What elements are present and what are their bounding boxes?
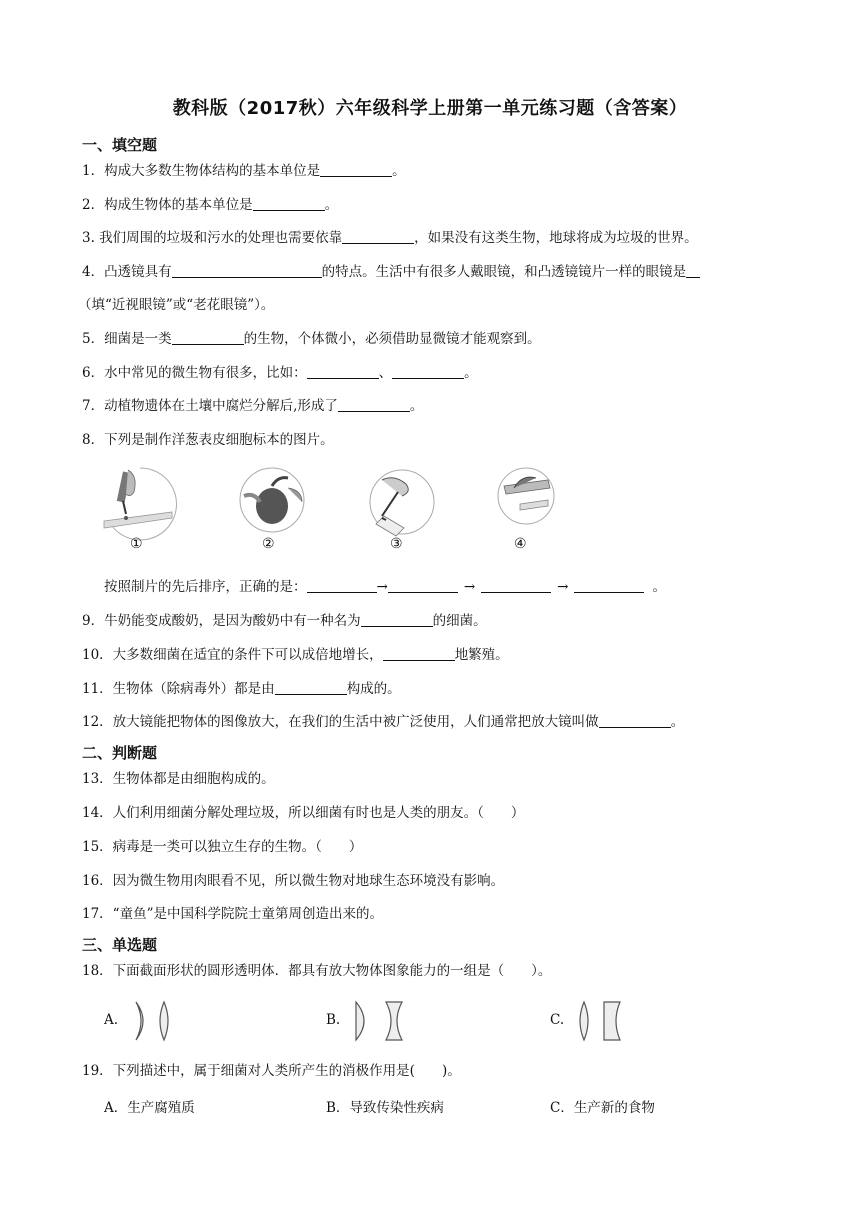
- question-17: 17．“童鱼”是中国科学院院士童第周创造出来的。: [82, 906, 383, 922]
- figure-step-4: [490, 466, 570, 556]
- figure-step-3: [362, 466, 442, 556]
- answer-blank[interactable]: [275, 680, 347, 695]
- figure-label: ①: [130, 536, 143, 552]
- answer-blank[interactable]: [388, 578, 458, 593]
- answer-blank[interactable]: [342, 229, 414, 244]
- answer-blank[interactable]: [338, 397, 410, 412]
- section-heading-fill-blank: 一、填空题: [82, 136, 158, 154]
- question-6: 6．水中常见的微生物有很多，比如： 、 。: [82, 365, 478, 381]
- answer-blank[interactable]: [361, 612, 433, 627]
- figure-step-2: [232, 466, 312, 556]
- section-heading-true-false: 二、判断题: [82, 744, 158, 762]
- option-c[interactable]: C．生产新的食物: [550, 1100, 655, 1116]
- option-c-label[interactable]: C.: [550, 1012, 565, 1028]
- option-a[interactable]: A．生产腐殖质: [104, 1100, 195, 1116]
- question-16: 16．因为微生物用肉眼看不见，所以微生物对地球生态环境没有影响。: [82, 873, 505, 889]
- question-14: 14．人们利用细菌分解处理垃圾，所以细菌有时也是人类的朋友。（ ）: [82, 805, 525, 821]
- question-5: 5．细菌是一类 的生物，个体微小，必须借助显微镜才能观察到。: [82, 331, 541, 347]
- option-a-label[interactable]: A.: [104, 1012, 119, 1028]
- option-c-lens-icon: [574, 1000, 634, 1042]
- question-8-order: 按照制片的先后排序，正确的是： → → → 。: [104, 579, 666, 595]
- option-b-lens-icon: [350, 1000, 410, 1042]
- figure-step-1: [102, 466, 180, 556]
- question-1: 1．构成大多数生物体结构的基本单位是 。: [82, 163, 406, 179]
- answer-blank[interactable]: [253, 196, 325, 211]
- option-a-lens-icon: [128, 1000, 178, 1042]
- question-19: 19．下列描述中，属于细菌对人类所产生的消极作用是( )。: [82, 1063, 461, 1079]
- figure-label: ②: [262, 536, 275, 552]
- answer-blank[interactable]: [686, 263, 700, 278]
- option-b[interactable]: B．导致传染性疾病: [326, 1100, 444, 1116]
- question-8: 8．下列是制作洋葱表皮细胞标本的图片。: [82, 432, 334, 448]
- question-4: 4．凸透镜具有 的特点。生活中有很多人戴眼镜，和凸透镜镜片一样的眼镜是: [82, 263, 700, 281]
- question-12: 12．放大镜能把物体的图像放大，在我们的生活中被广泛使用，人们通常把放大镜叫做 。: [82, 714, 685, 730]
- figure-label: ④: [514, 536, 527, 552]
- answer-blank[interactable]: [320, 162, 392, 177]
- answer-blank[interactable]: [392, 364, 464, 379]
- question-10: 10．大多数细菌在适宜的条件下可以成倍地增长， 地繁殖。: [82, 647, 509, 663]
- question-11: 11．生物体（除病毒外）都是由 构成的。: [82, 681, 401, 697]
- option-b-label[interactable]: B.: [326, 1012, 341, 1028]
- answer-blank[interactable]: [307, 364, 379, 379]
- question-9: 9．牛奶能变成酸奶，是因为酸奶中有一种名为 的细菌。: [82, 613, 487, 629]
- answer-blank[interactable]: [307, 578, 377, 593]
- answer-blank[interactable]: [172, 263, 322, 278]
- answer-blank[interactable]: [172, 330, 244, 345]
- figure-label: ③: [390, 536, 403, 552]
- page-title: 教科版（2017秋）六年级科学上册第一单元练习题（含答案）: [172, 98, 688, 119]
- question-3: 3. 我们周围的垃圾和污水的处理也需要依靠 ，如果没有这类生物，地球将成为垃圾的世界。: [82, 230, 698, 246]
- question-13: 13．生物体都是由细胞构成的。: [82, 771, 275, 787]
- question-2: 2．构成生物体的基本单位是 。: [82, 197, 339, 213]
- answer-blank[interactable]: [481, 578, 551, 593]
- answer-blank[interactable]: [599, 713, 671, 728]
- question-15: 15．病毒是一类可以独立生存的生物。（ ）: [82, 839, 363, 855]
- section-heading-single-choice: 三、单选题: [82, 936, 158, 954]
- question-4-line2: （填“近视眼镜”或“老花眼镜”）。: [78, 297, 275, 313]
- answer-blank[interactable]: [574, 578, 644, 593]
- answer-blank[interactable]: [383, 646, 455, 661]
- question-7: 7．动植物遗体在土壤中腐烂分解后,形成了 。: [82, 398, 424, 414]
- question-18: 18．下面截面形状的圆形透明体．都具有放大物体图象能力的一组是（ ）。: [82, 963, 552, 979]
